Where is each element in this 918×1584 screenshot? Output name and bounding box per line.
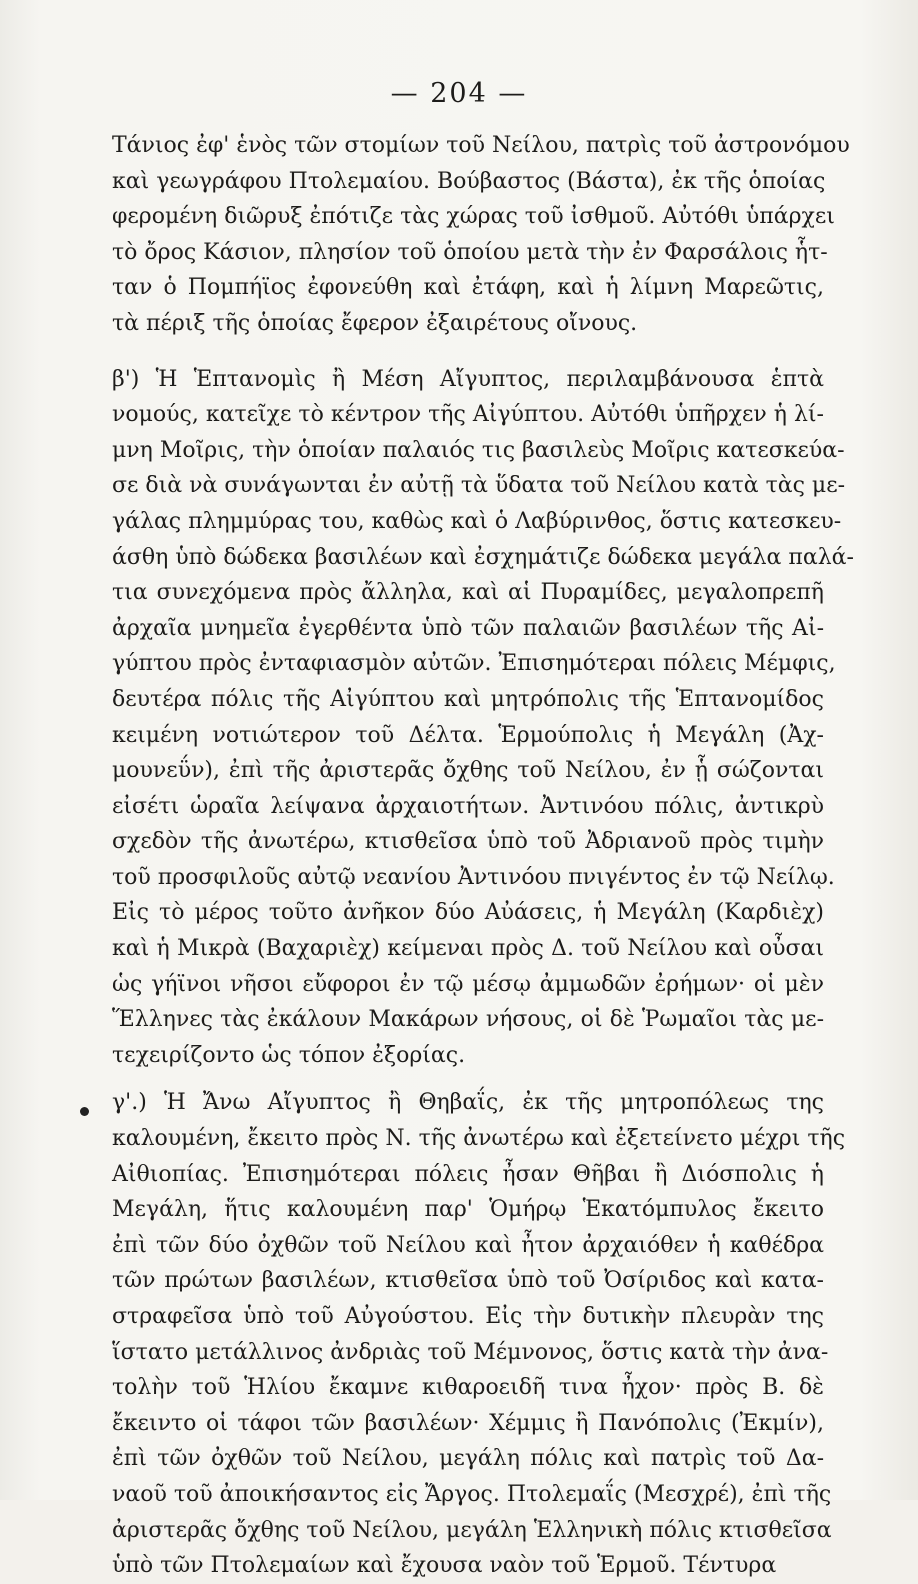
text-line: γύπτου πρὸς ἐνταφιασμὸν αὐτῶν. Ἐπισημότεραι πόλεις Μέμφις, bbox=[112, 651, 836, 677]
text-line: σχεδὸν τῆς ἀνωτέρω, κτισθεῖσα ὑπὸ τοῦ Ἀδριανοῦ πρὸς τιμὴν bbox=[112, 829, 824, 855]
text-line: ναοῦ τοῦ ἀποικήσαντος εἰς Ἄργος. Πτολεμαΐς (Μεσχρέ), ἐπὶ τῆς bbox=[112, 1481, 832, 1507]
text-line: καὶ ἡ Μικρὰ (Βαχαριὲχ) κείμεναι πρὸς Δ. τοῦ Νείλου καὶ οὖσαι bbox=[112, 936, 824, 962]
text-line: καὶ γεωγράφου Πτολεμαίου. Βούβαστος (Βάστα), ἐκ τῆς ὁποίας bbox=[112, 168, 826, 194]
text-line: φερομένη διῶρυξ ἐπότιζε τὰς χώρας τοῦ ἰσθμοῦ. Αὐτόθι ὑπάρχει bbox=[112, 204, 835, 230]
text-line: εἰσέτι ὡραῖα λείψανα ἀρχαιοτήτων. Ἀντινόου πόλις, ἀντικρὺ bbox=[112, 793, 824, 819]
text-line: ταν ὁ Πομπήϊος ἐφονεύθη καὶ ἐτάφη, καὶ ἡ λίμνη Μαρεῶτις, bbox=[112, 275, 824, 301]
text-line: άσθη ὑπὸ δώδεκα βασιλέων καὶ ἐσχημάτιζε δώδεκα μεγάλα παλά- bbox=[112, 544, 854, 570]
text-line: Μεγάλη, ἥτις καλουμένη παρ' Ὁμήρῳ Ἑκατόμπυλος ἔκειτο bbox=[112, 1197, 824, 1223]
text-line: σε διὰ νὰ συνάγωνται ἐν αὐτῇ τὰ ὕδατα τοῦ Νείλου κατὰ τὰς με- bbox=[112, 473, 846, 499]
text-line: β') Ἡ Ἑπτανομὶς ἢ Μέση Αἴγυπτος, περιλαμβάνουσα ἑπτὰ bbox=[112, 366, 824, 392]
text-line: Ἕλληνες τὰς ἐκάλουν Μακάρων νήσους, οἱ δὲ Ῥωμαῖοι τὰς με- bbox=[112, 1007, 824, 1033]
text-line: τὰ πέριξ τῆς ὁποίας ἔφερον ἐξαιρέτους οἴνους. bbox=[112, 310, 638, 336]
body-text bbox=[112, 128, 854, 1584]
margin-mark bbox=[80, 1107, 89, 1116]
text-line: μουνεΰν), ἐπὶ τῆς ἀριστερᾶς ὄχθης τοῦ Νείλου, ἐν ᾗ σώζονται bbox=[112, 758, 824, 784]
text-line: τολὴν τοῦ Ἡλίου ἔκαμνε κιθαροειδῆ τινα ἦχον· πρὸς Β. δὲ bbox=[112, 1375, 824, 1401]
text-line: δευτέρα πόλις τῆς Αἰγύπτου καὶ μητρόπολις τῆς Ἑπτανομίδος bbox=[112, 686, 824, 712]
text-line: ἵστατο μετάλλινος ἀνδριὰς τοῦ Μέμνονος, ὅστις κατὰ τὴν ἀνα- bbox=[112, 1339, 829, 1365]
text-line: ἀρχαῖα μνημεῖα ἐγερθέντα ὑπὸ τῶν παλαιῶν βασιλέων τῆς Αἰ- bbox=[112, 615, 824, 641]
text-line: ὑπὸ τῶν Πτολεμαίων καὶ ἔχουσα ναὸν τοῦ Ἑρμοῦ. Τέντυρα bbox=[112, 1553, 777, 1579]
text-line: κειμένη νοτιώτερον τοῦ Δέλτα. Ἑρμούπολις ἡ Μεγάλη (Ἀχ- bbox=[112, 722, 824, 748]
text-line: ὡς γήϊνοι νῆσοι εὔφοροι ἐν τῷ μέσῳ ἀμμωδῶν ἐρήμων· οἱ μὲν bbox=[112, 971, 824, 997]
text-line: ἐπὶ τῶν ὀχθῶν τοῦ Νείλου, μεγάλη πόλις καὶ πατρὶς τοῦ Δα- bbox=[112, 1446, 824, 1472]
text-line: καλουμένη, ἔκειτο πρὸς Ν. τῆς ἀνωτέρω καὶ ἐξετείνετο μέχρι τῆς bbox=[112, 1126, 846, 1152]
text-line: ἐπὶ τῶν δύο ὀχθῶν τοῦ Νείλου καὶ ἦτον ἀρχαιόθεν ἡ καθέδρα bbox=[112, 1232, 824, 1258]
text-line: γ'.) Ἡ Ἄνω Αἴγυπτος ἢ Θηβαΐς, ἐκ τῆς μητροπόλεως της bbox=[112, 1090, 824, 1116]
text-line: Αἰθιοπίας. Ἐπισημότεραι πόλεις ἦσαν Θῆβαι ἢ Διόσπολις ἡ bbox=[112, 1161, 824, 1187]
text-line: τοῦ προσφιλοῦς αὐτῷ νεανίου Ἀντινόου πνιγέντος ἐν τῷ Νείλῳ. bbox=[112, 864, 835, 890]
text-line: γάλας πλημμύρας του, καθὼς καὶ ὁ Λαβύρινθος, ὅστις κατεσκευ- bbox=[112, 508, 842, 534]
page-number-header: — 204 — bbox=[390, 78, 528, 109]
text-line: Εἰς τὸ μέρος τοῦτο ἀνῆκον δύο Αὐάσεις, ἡ Μεγάλη (Καρδιὲχ) bbox=[112, 900, 824, 926]
text-line: ἔκειντο οἱ τάφοι τῶν βασιλέων· Χέμμις ἢ Πανόπολις (Ἐκμίν), bbox=[112, 1410, 824, 1436]
text-line: τὸ ὄρος Κάσιον, πλησίον τοῦ ὁποίου μετὰ τὴν ἐν Φαρσάλοις ἧτ- bbox=[112, 239, 828, 265]
text-line: τῶν πρώτων βασιλέων, κτισθεῖσα ὑπὸ τοῦ Ὀσίριδος καὶ κατα- bbox=[112, 1268, 824, 1294]
text-line: νομούς, κατεῖχε τὸ κέντρον τῆς Αἰγύπτου. Αὐτόθι ὑπῆρχεν ἡ λί- bbox=[112, 402, 824, 428]
text-line: τια συνεχόμενα πρὸς ἄλληλα, καὶ αἱ Πυραμίδες, μεγαλοπρεπῆ bbox=[112, 580, 824, 606]
text-line: ἀριστερᾶς ὄχθης τοῦ Νείλου, μεγάλη Ἑλληνικὴ πόλις κτισθεῖσα bbox=[112, 1517, 832, 1543]
text-line: Τάνιος ἐφ' ἑνὸς τῶν στομίων τοῦ Νείλου, πατρὶς τοῦ ἀστρονόμου bbox=[112, 133, 850, 158]
text-line: τεχειρίζοντο ὡς τόπον ἐξορίας. bbox=[112, 1042, 466, 1068]
text-line: στραφεῖσα ὑπὸ τοῦ Αὐγούστου. Εἰς τὴν δυτικὴν πλευρὰν της bbox=[112, 1304, 824, 1329]
text-line: μνη Μοῖρις, τὴν ὁποίαν παλαιός τις βασιλεὺς Μοῖρις κατεσκεύα- bbox=[112, 437, 845, 463]
